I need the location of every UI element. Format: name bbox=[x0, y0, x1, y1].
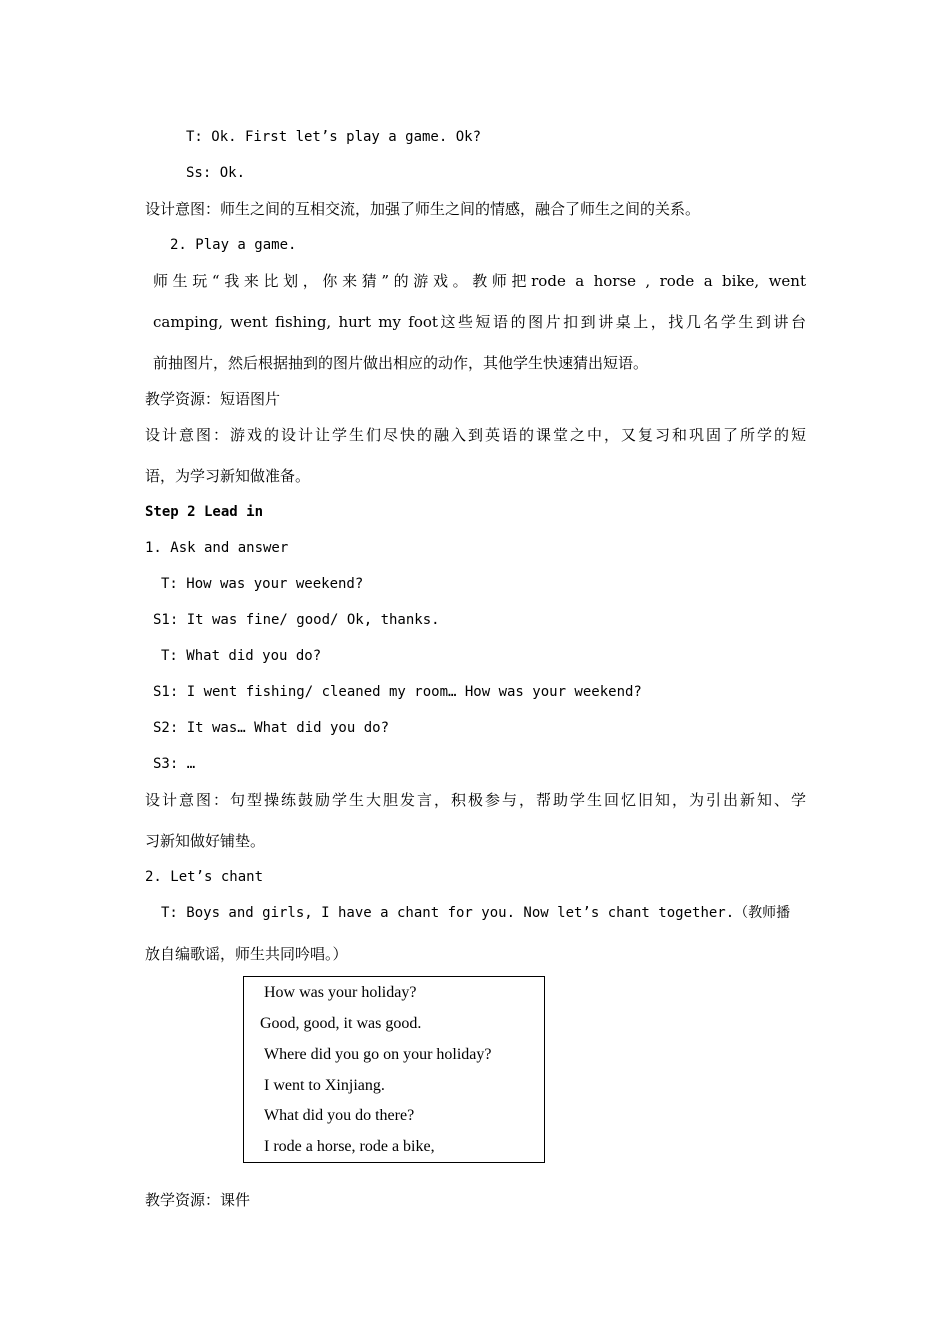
chant-text-box bbox=[243, 976, 545, 1163]
game-heading: 2. Play a game. bbox=[170, 237, 297, 253]
chant-line: Good, good, it was good. bbox=[260, 1015, 422, 1032]
resource-2: 教学资源：课件 bbox=[145, 1191, 251, 1209]
chant-line: How was your holiday? bbox=[264, 984, 417, 1001]
resource-1: 教学资源：短语图片 bbox=[145, 390, 281, 408]
chant-teacher-line-cont: 放自编歌谣，师生共同吟唱。） bbox=[145, 945, 348, 963]
design-intent-1: 设计意图：师生之间的互相交流，加强了师生之间的情感，融合了师生之间的关系。 bbox=[145, 200, 701, 218]
ask-answer-heading: 1. Ask and answer bbox=[145, 540, 289, 556]
dialogue-line: S2: It was… What did you do? bbox=[153, 720, 390, 736]
game-desc-line-3: 前抽图片，然后根据抽到的图片做出相应的动作，其他学生快速猜出短语。 bbox=[153, 354, 649, 372]
design-intent-2-line-2: 语，为学习新知做准备。 bbox=[145, 467, 311, 485]
dialogue-line: T: What did you do? bbox=[161, 648, 322, 664]
design-intent-3-line-1: 设计意图：句型操练鼓励学生大胆发言，积极参与，帮助学生回忆旧知，为引出新知、学 bbox=[145, 791, 806, 809]
chant-heading: 2. Let’s chant bbox=[145, 869, 264, 885]
chant-line: What did you do there? bbox=[264, 1107, 415, 1124]
game-desc-line-2: camping, went fishing, hurt my foot这些短语的图片扣到讲桌上，找几名学生到讲台 bbox=[153, 313, 806, 331]
students-line: Ss: Ok. bbox=[186, 165, 246, 181]
chant-line: I went to Xinjiang. bbox=[264, 1077, 385, 1094]
chant-line: I rode a horse, rode a bike, bbox=[264, 1138, 435, 1155]
dialogue-line: S3: … bbox=[153, 756, 196, 772]
game-desc-line-1: 师生玩“我来比划，你来猜”的游戏。教师把rode a horse , rode a bike, went bbox=[153, 272, 806, 290]
step2-title: Step 2 Lead in bbox=[145, 504, 264, 520]
design-intent-3-line-2: 习新知做好铺垫。 bbox=[145, 832, 266, 850]
dialogue-line: T: How was your weekend? bbox=[161, 576, 364, 592]
chant-teacher-line: T: Boys and girls, I have a chant for you. Now let’s chant together.（教师播 bbox=[161, 905, 791, 921]
dialogue-line: S1: I went fishing/ cleaned my room… How was your weekend? bbox=[153, 684, 642, 700]
chant-line: Where did you go on your holiday? bbox=[264, 1046, 492, 1063]
teacher-line: T: Ok. First let’s play a game. Ok? bbox=[186, 129, 482, 145]
design-intent-2-line-1: 设计意图：游戏的设计让学生们尽快的融入到英语的课堂之中，又复习和巩固了所学的短 bbox=[145, 426, 806, 444]
dialogue-line: S1: It was fine/ good/ Ok, thanks. bbox=[153, 612, 440, 628]
